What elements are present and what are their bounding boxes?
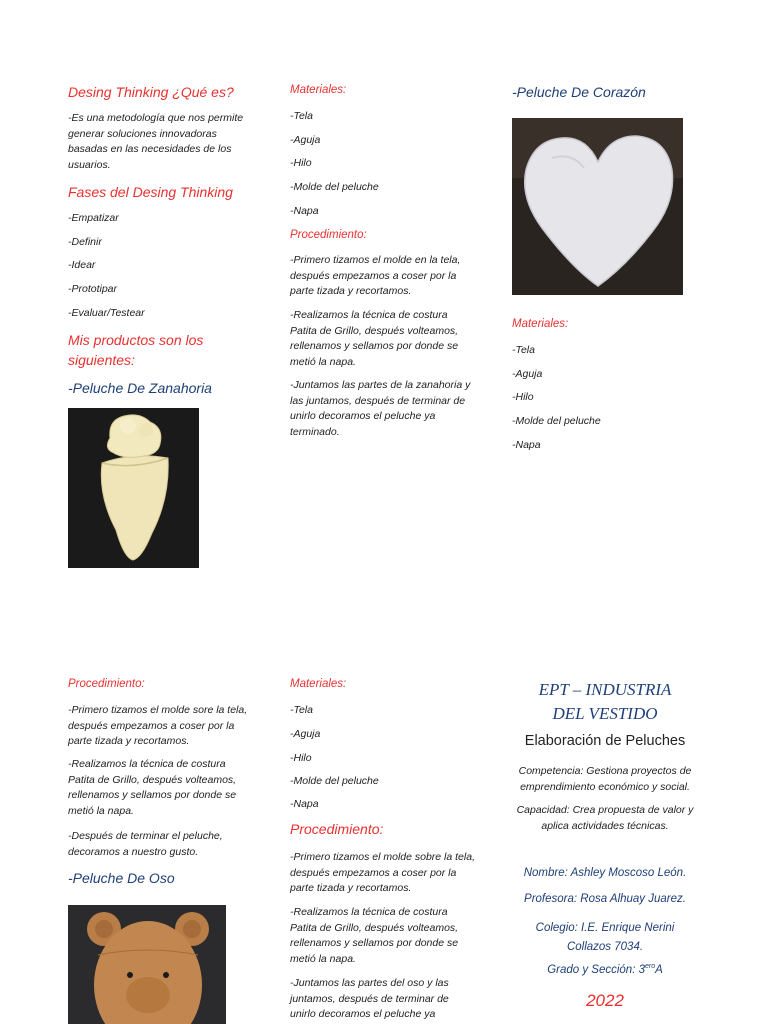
cover-capacidad: Capacidad: Crea propuesta de valor y aplica actividades técnicas. bbox=[516, 804, 694, 832]
phase-item: -Idear bbox=[68, 259, 96, 271]
cover-grado bbox=[505, 963, 705, 976]
procedure-heading: Procedimiento: bbox=[290, 821, 384, 837]
cover-profesora: Profesora: Rosa Alhuay Juarez. bbox=[524, 893, 686, 905]
procedure-step: -Juntamos las partes del oso y las juntamos, después de terminar de unirlo decoramos el peluche ya bbox=[290, 977, 449, 1020]
material-item: -Molde del peluche bbox=[512, 415, 601, 427]
cover-title-line2: DEL VESTIDO bbox=[552, 704, 658, 723]
materials-heading: Materiales: bbox=[512, 318, 569, 330]
material-item: -Aguja bbox=[290, 134, 321, 146]
cover-grado-sup: ero bbox=[645, 963, 656, 970]
carrot-plush-photo bbox=[68, 408, 199, 568]
procedure-step: -Realizamos la técnica de costura Patita de Grillo, después volteamos, rellenamos y sellamos por donde se metió la napa. bbox=[68, 758, 237, 817]
procedure-step: -Realizamos la técnica de costura Patita de Grillo, después volteamos, rellenamos y sellamos por donde se metió la napa. bbox=[290, 309, 459, 368]
cover-colegio: Colegio: I.E. Enrique Nerini Collazos 7034. bbox=[535, 922, 675, 953]
heart-plush-title: -Peluche De Corazón bbox=[512, 84, 646, 100]
procedure-step: -Primero tizamos el molde sore la tela, después empezamos a coser por la parte tizada y recortamos. bbox=[68, 704, 248, 747]
procedure-step: -Primero tizamos el molde en la tela, después empezamos a coser por la parte tizada y recortamos. bbox=[290, 254, 461, 297]
products-heading: Mis productos son los siguientes: bbox=[68, 332, 204, 368]
material-item: -Aguja bbox=[290, 728, 321, 740]
cover-competencia: Competencia: Gestiona proyectos de emprendimiento económico y social. bbox=[518, 765, 692, 793]
material-item: -Molde del peluche bbox=[290, 775, 379, 787]
cover-grado-prefix: Grado y Sección: 3 bbox=[547, 963, 645, 976]
phase-item: -Definir bbox=[68, 236, 102, 248]
materials-heading: Materiales: bbox=[290, 678, 347, 690]
material-item: -Hilo bbox=[290, 752, 312, 764]
phase-item: -Evaluar/Testear bbox=[68, 307, 145, 319]
procedure-step: -Realizamos la técnica de costura Patita de Grillo, después volteamos, rellenamos y sellamos por donde se metió la napa. bbox=[290, 906, 459, 965]
bear-plush-title: -Peluche De Oso bbox=[68, 870, 175, 886]
material-item: -Napa bbox=[290, 798, 319, 810]
procedure-heading: Procedimiento: bbox=[68, 678, 145, 690]
cover-grado-suffix: A bbox=[655, 963, 663, 976]
procedure-step: -Después de terminar el peluche, decoramos a nuestro gusto. bbox=[68, 830, 223, 858]
material-item: -Napa bbox=[512, 439, 541, 451]
heart-plush-photo bbox=[512, 118, 683, 295]
material-item: -Tela bbox=[512, 344, 535, 356]
carrot-plush-title: -Peluche De Zanahoria bbox=[68, 380, 212, 396]
procedure-heading: Procedimiento: bbox=[290, 229, 367, 241]
cover-year: 2022 bbox=[586, 991, 624, 1010]
material-item: -Hilo bbox=[512, 391, 534, 403]
material-item: -Tela bbox=[290, 110, 313, 122]
design-thinking-definition: -Es una metodología que nos permite generar soluciones innovadoras basadas en las necesidades de los usuarios. bbox=[68, 112, 244, 171]
bear-plush-photo bbox=[68, 905, 226, 1024]
phase-item: -Prototipar bbox=[68, 283, 118, 295]
procedure-step: -Juntamos las partes de la zanahoria y las juntamos, después de terminar de unirlo decoramos el peluche ya terminado. bbox=[290, 379, 471, 438]
phase-item: -Empatizar bbox=[68, 212, 119, 224]
cover-title bbox=[505, 678, 705, 726]
material-item: -Molde del peluche bbox=[290, 181, 379, 193]
cover-nombre: Nombre: Ashley Moscoso León. bbox=[523, 867, 687, 879]
material-item: -Tela bbox=[290, 704, 313, 716]
materials-heading: Materiales: bbox=[290, 84, 347, 96]
material-item: -Hilo bbox=[290, 157, 312, 169]
material-item: -Napa bbox=[290, 205, 319, 217]
cover-title-line1: EPT – INDUSTRIA bbox=[538, 680, 672, 699]
cover-subtitle: Elaboración de Peluches bbox=[524, 733, 686, 749]
material-item: -Aguja bbox=[512, 368, 543, 380]
procedure-step: -Primero tizamos el molde sobre la tela, después empezamos a coser por la parte tizada y recortamos. bbox=[290, 851, 475, 894]
design-thinking-heading: Desing Thinking ¿Qué es? bbox=[68, 84, 234, 100]
phases-heading: Fases del Desing Thinking bbox=[68, 184, 233, 200]
